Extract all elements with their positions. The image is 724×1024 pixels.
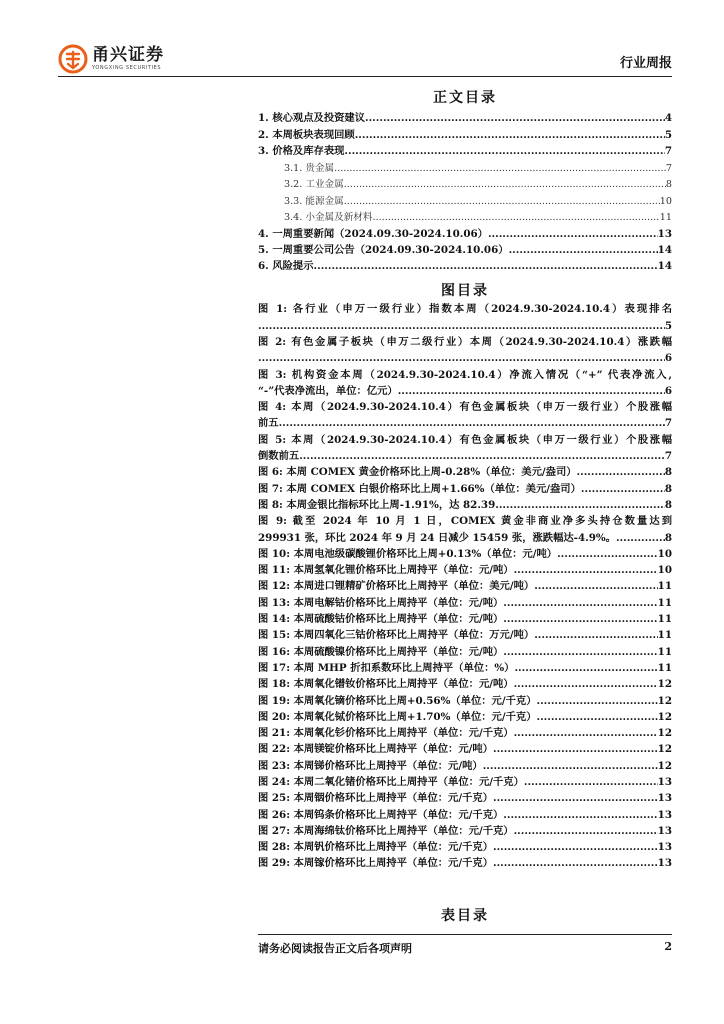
logo-name-cn: 甬兴证券 bbox=[92, 45, 164, 65]
figure-entry-page: 5 bbox=[664, 319, 672, 332]
figure-entry[interactable] bbox=[258, 334, 672, 367]
toc-entry-page: 7 bbox=[665, 162, 672, 174]
table-of-contents bbox=[258, 88, 672, 872]
figure-entry-text-line1: 图 3: 机构资金本周（2024.9.30-2024.10.4）净流入情况（“+” 代表净流入, bbox=[258, 368, 672, 381]
figure-entry[interactable] bbox=[258, 627, 672, 643]
figure-entry-page: 13 bbox=[657, 775, 672, 788]
figure-entry[interactable] bbox=[258, 725, 672, 741]
figure-entry[interactable] bbox=[258, 578, 672, 594]
figure-entry-text-line1: 图 2: 有色金属子板块（申万二级行业）本周（2024.9.30-2024.10.4）涨跌幅 bbox=[258, 335, 672, 348]
figure-entry-page: 7 bbox=[664, 450, 672, 463]
leader-dots bbox=[616, 530, 665, 546]
toc-entry-text: 2. 本周板块表现回顾 bbox=[258, 128, 355, 141]
yongxing-logo-icon bbox=[58, 44, 88, 74]
figure-entry-text: 图 27: 本周海绵钛价格环比上周持平（单位：元/千克） bbox=[258, 824, 514, 837]
leader-dots bbox=[355, 129, 665, 141]
figure-list-title: 图目录 bbox=[441, 283, 489, 300]
figure-entry-page: 8 bbox=[664, 466, 672, 479]
figure-entry-page: 13 bbox=[657, 808, 672, 821]
figure-entry-page: 13 bbox=[657, 824, 672, 837]
figure-entry-text: 图 14: 本周硫酸钴价格环比上周持平（单位：元/吨） bbox=[258, 613, 504, 626]
leader-dots bbox=[514, 823, 658, 839]
figure-entry-text-line1: 图 9: 截至 2024 年 10 月 1 日，COMEX 黄金非商业净多头持仓数量达到 bbox=[258, 515, 672, 528]
footer-divider bbox=[258, 934, 672, 935]
leader-dots bbox=[503, 807, 657, 823]
toc-entry[interactable] bbox=[258, 223, 672, 239]
toc-entry-page: 14 bbox=[657, 243, 672, 256]
figure-entry-text: 倒数前五 bbox=[258, 450, 300, 463]
leader-dots bbox=[258, 318, 665, 334]
figure-entry-page: 8 bbox=[664, 482, 672, 495]
figure-entry[interactable] bbox=[258, 823, 672, 839]
figure-entry-text: 图 28: 本周钒价格环比上周持平（单位：元/千克） bbox=[258, 841, 493, 854]
leader-dots bbox=[493, 855, 658, 871]
figure-entry[interactable] bbox=[258, 741, 672, 757]
toc-entry[interactable] bbox=[258, 108, 672, 124]
figure-entry-page: 10 bbox=[657, 547, 672, 560]
figure-entry-text: 图 6: 本周 COMEX 黄金价格环比上周-0.28%（单位：美元/盎司） bbox=[258, 466, 577, 479]
leader-dots bbox=[365, 112, 665, 124]
figure-entry[interactable] bbox=[258, 693, 672, 709]
leader-dots bbox=[534, 578, 657, 594]
toc-entry-page: 4 bbox=[664, 112, 672, 125]
figure-entry-text: 图 23: 本周锑价格环比上周持平（单位：元/吨） bbox=[258, 759, 483, 772]
toc-title: 正文目录 bbox=[433, 90, 497, 106]
leader-dots bbox=[493, 790, 658, 806]
toc-entry-text: 3.1. 贵金属 bbox=[284, 162, 335, 174]
figure-entry[interactable] bbox=[258, 546, 672, 562]
figure-list bbox=[258, 301, 672, 871]
leader-dots bbox=[344, 196, 660, 207]
figure-entry-text: 前五 bbox=[258, 417, 279, 430]
leader-dots bbox=[258, 350, 665, 366]
toc-entry-text: 6. 风险提示 bbox=[258, 260, 314, 273]
figure-entry[interactable] bbox=[258, 301, 672, 334]
figure-entry-text: 图 26: 本周钨条价格环比上周持平（单位：元/千克） bbox=[258, 808, 504, 821]
toc-entry[interactable] bbox=[258, 157, 672, 173]
figure-entry-page: 6 bbox=[664, 384, 672, 397]
leader-dots bbox=[537, 693, 658, 709]
toc-entry-page: 14 bbox=[657, 260, 672, 273]
figure-entry-page: 6 bbox=[664, 352, 672, 365]
table-list-title: 表目录 bbox=[441, 908, 489, 924]
figure-entry-text: 图 25: 本周铟价格环比上周持平（单位：元/千克） bbox=[258, 792, 493, 805]
figure-entry-text-line1: 图 1: 各行业（申万一级行业）指数本周（2024.9.30-2024.10.4）表现排名 bbox=[258, 303, 672, 316]
footer-disclaimer: 请务必阅读报告正文后各项声明 bbox=[258, 942, 412, 955]
figure-entry-page: 13 bbox=[657, 857, 672, 870]
figure-entry-text: 图 18: 本周氧化镨钕价格环比上周持平（单位：元/吨） bbox=[258, 678, 514, 691]
logo-name-en: YONGXING SECURITIES bbox=[92, 65, 162, 71]
toc-list bbox=[258, 108, 672, 272]
leader-dots bbox=[514, 676, 658, 692]
leader-dots bbox=[493, 741, 658, 757]
figure-entry-text-line1: 图 5: 本周（2024.9.30-2024.10.4）有色金属板块（申万一级行业）个股涨幅 bbox=[258, 433, 672, 446]
figure-entry-page: 12 bbox=[657, 678, 672, 691]
leader-dots bbox=[503, 595, 657, 611]
leader-dots bbox=[503, 611, 657, 627]
figure-entry-page: 7 bbox=[664, 417, 672, 430]
figure-entry[interactable] bbox=[258, 595, 672, 611]
figure-entry[interactable] bbox=[258, 644, 672, 660]
toc-entry[interactable] bbox=[258, 141, 672, 157]
figure-entry[interactable] bbox=[258, 676, 672, 692]
figure-entry-text: 图 13: 本周电解钴价格环比上周持平（单位：元/吨） bbox=[258, 596, 504, 609]
toc-entry-text: 5. 一周重要公司公告（2024.09.30-2024.10.06） bbox=[258, 243, 509, 256]
toc-entry-page: 7 bbox=[664, 145, 672, 158]
toc-entry-text: 1. 核心观点及投资建议 bbox=[258, 112, 366, 125]
figure-entry-text: “-”代表净流出，单位：亿元） bbox=[258, 384, 398, 397]
figure-entry-text: 图 7: 本周 COMEX 白银价格环比上周+1.66%（单位：美元/盎司） bbox=[258, 482, 581, 495]
figure-entry[interactable] bbox=[258, 481, 672, 497]
leader-dots bbox=[509, 244, 658, 256]
leader-dots bbox=[373, 212, 660, 223]
page-footer bbox=[258, 940, 672, 956]
figure-entry-text: 图 12: 本周进口锂精矿价格环比上周持平（单位：美元/吨） bbox=[258, 580, 535, 593]
leader-dots bbox=[299, 448, 665, 464]
toc-entry[interactable] bbox=[258, 124, 672, 140]
leader-dots bbox=[488, 228, 658, 240]
figure-entry-text: 图 11: 本周氢氧化锂价格环比上周持平（单位：元/吨） bbox=[258, 564, 514, 577]
figure-entry-page: 11 bbox=[657, 629, 672, 642]
leader-dots bbox=[344, 179, 666, 190]
toc-entry-text: 3.4. 小金属及新材料 bbox=[284, 212, 373, 224]
figure-entry[interactable] bbox=[258, 464, 672, 480]
page-header bbox=[58, 40, 672, 78]
figure-entry-page: 13 bbox=[657, 792, 672, 805]
figure-entry-text: 图 16: 本周硫酸镍价格环比上周持平（单位：元/吨） bbox=[258, 645, 504, 658]
toc-entry-text: 3.3. 能源金属 bbox=[284, 195, 344, 207]
leader-dots bbox=[581, 481, 665, 497]
figure-entry-page: 10 bbox=[657, 564, 672, 577]
figure-entry-page: 12 bbox=[657, 710, 672, 723]
leader-dots bbox=[503, 644, 657, 660]
figure-entry-page: 12 bbox=[657, 694, 672, 707]
figure-entry[interactable] bbox=[258, 660, 672, 676]
figure-entry[interactable] bbox=[258, 611, 672, 627]
figure-entry-text-line1: 图 4: 本周（2024.9.30-2024.10.4）有色金属板块（申万一级行业）个股涨幅 bbox=[258, 401, 672, 414]
toc-entry[interactable] bbox=[258, 207, 672, 223]
leader-dots bbox=[557, 546, 658, 562]
page-number: 2 bbox=[664, 940, 672, 953]
figure-entry[interactable] bbox=[258, 367, 672, 400]
toc-entry-page: 10 bbox=[659, 195, 672, 207]
header-divider bbox=[58, 76, 672, 77]
leader-dots bbox=[334, 163, 666, 174]
leader-dots bbox=[398, 383, 665, 399]
figure-entry[interactable] bbox=[258, 807, 672, 823]
figure-entry-text: 图 21: 本周氧化钐价格环比上周持平（单位：元/千克） bbox=[258, 727, 514, 740]
figure-entry-text: 图 19: 本周氧化镝价格环比上周+0.56%（单位：元/千克） bbox=[258, 694, 537, 707]
figure-entry[interactable] bbox=[258, 562, 672, 578]
leader-dots bbox=[537, 709, 658, 725]
figure-entry[interactable] bbox=[258, 497, 672, 513]
toc-entry-text: 3. 价格及库存表现 bbox=[258, 145, 345, 158]
toc-entry[interactable] bbox=[258, 256, 672, 272]
company-logo bbox=[58, 44, 164, 74]
toc-entry[interactable] bbox=[258, 174, 672, 190]
figure-entry-text: 图 15: 本周四氧化三钴价格环比上周持平（单位：万元/吨） bbox=[258, 629, 535, 642]
figure-entry-page: 8 bbox=[664, 498, 672, 511]
figure-entry-text: 299931 张，环比 2024 年 9 月 24 日减少 15459 张，涨跌幅达-4.9%。 bbox=[258, 531, 616, 544]
figure-entry[interactable] bbox=[258, 758, 672, 774]
toc-entry[interactable] bbox=[258, 240, 672, 256]
leader-dots bbox=[534, 627, 657, 643]
leader-dots bbox=[344, 145, 664, 157]
figure-entry[interactable] bbox=[258, 432, 672, 465]
leader-dots bbox=[314, 260, 658, 272]
figure-entry-page: 11 bbox=[657, 613, 672, 626]
figure-entry-page: 12 bbox=[657, 759, 672, 772]
figure-entry[interactable] bbox=[258, 399, 672, 432]
figure-entry-text: 图 24: 本周二氧化锗价格环比上周持平（单位：元/千克） bbox=[258, 775, 524, 788]
figure-entry-page: 11 bbox=[657, 661, 672, 674]
figure-entry[interactable] bbox=[258, 790, 672, 806]
figure-entry-page: 13 bbox=[657, 841, 672, 854]
figure-entry-page: 11 bbox=[657, 580, 672, 593]
leader-dots bbox=[514, 562, 658, 578]
figure-entry-page: 8 bbox=[664, 531, 672, 544]
figure-entry[interactable] bbox=[258, 513, 672, 546]
leader-dots bbox=[514, 660, 657, 676]
figure-entry[interactable] bbox=[258, 855, 672, 871]
figure-entry[interactable] bbox=[258, 774, 672, 790]
toc-entry-text: 4. 一周重要新闻（2024.09.30-2024.10.06） bbox=[258, 227, 488, 240]
figure-entry-text: 图 8: 本周金银比指标环比上周-1.91%，达 82.39 bbox=[258, 498, 496, 511]
toc-entry-page: 5 bbox=[664, 128, 672, 141]
figure-entry-text: 图 17: 本周 MHP 折扣系数环比上周持平（单位：%） bbox=[258, 661, 515, 674]
leader-dots bbox=[483, 758, 658, 774]
figure-entry[interactable] bbox=[258, 839, 672, 855]
leader-dots bbox=[493, 839, 658, 855]
leader-dots bbox=[279, 415, 665, 431]
figure-entry-page: 12 bbox=[657, 727, 672, 740]
toc-entry-page: 8 bbox=[665, 179, 672, 191]
figure-entry-text: 图 10: 本周电池级碳酸锂价格环比上周+0.13%（单位：元/吨） bbox=[258, 547, 558, 560]
report-type-label: 行业周报 bbox=[619, 56, 672, 71]
figure-entry[interactable] bbox=[258, 709, 672, 725]
leader-dots bbox=[577, 464, 665, 480]
leader-dots bbox=[514, 725, 658, 741]
figure-entry-text: 图 22: 本周镁锭价格环比上周持平（单位：元/吨） bbox=[258, 743, 493, 756]
toc-entry-page: 11 bbox=[659, 212, 672, 224]
toc-entry-page: 13 bbox=[657, 227, 672, 240]
toc-entry-text: 3.2. 工业金属 bbox=[284, 179, 344, 191]
figure-entry-text: 图 20: 本周氧化铽价格环比上周+1.70%（单位：元/千克） bbox=[258, 710, 537, 723]
figure-entry-text: 图 29: 本周镓价格环比上周持平（单位：元/千克） bbox=[258, 857, 493, 870]
leader-dots bbox=[495, 497, 665, 513]
figure-entry-page: 11 bbox=[657, 596, 672, 609]
figure-entry-page: 11 bbox=[657, 645, 672, 658]
figure-entry-page: 12 bbox=[657, 743, 672, 756]
leader-dots bbox=[524, 774, 658, 790]
toc-entry[interactable] bbox=[258, 190, 672, 206]
